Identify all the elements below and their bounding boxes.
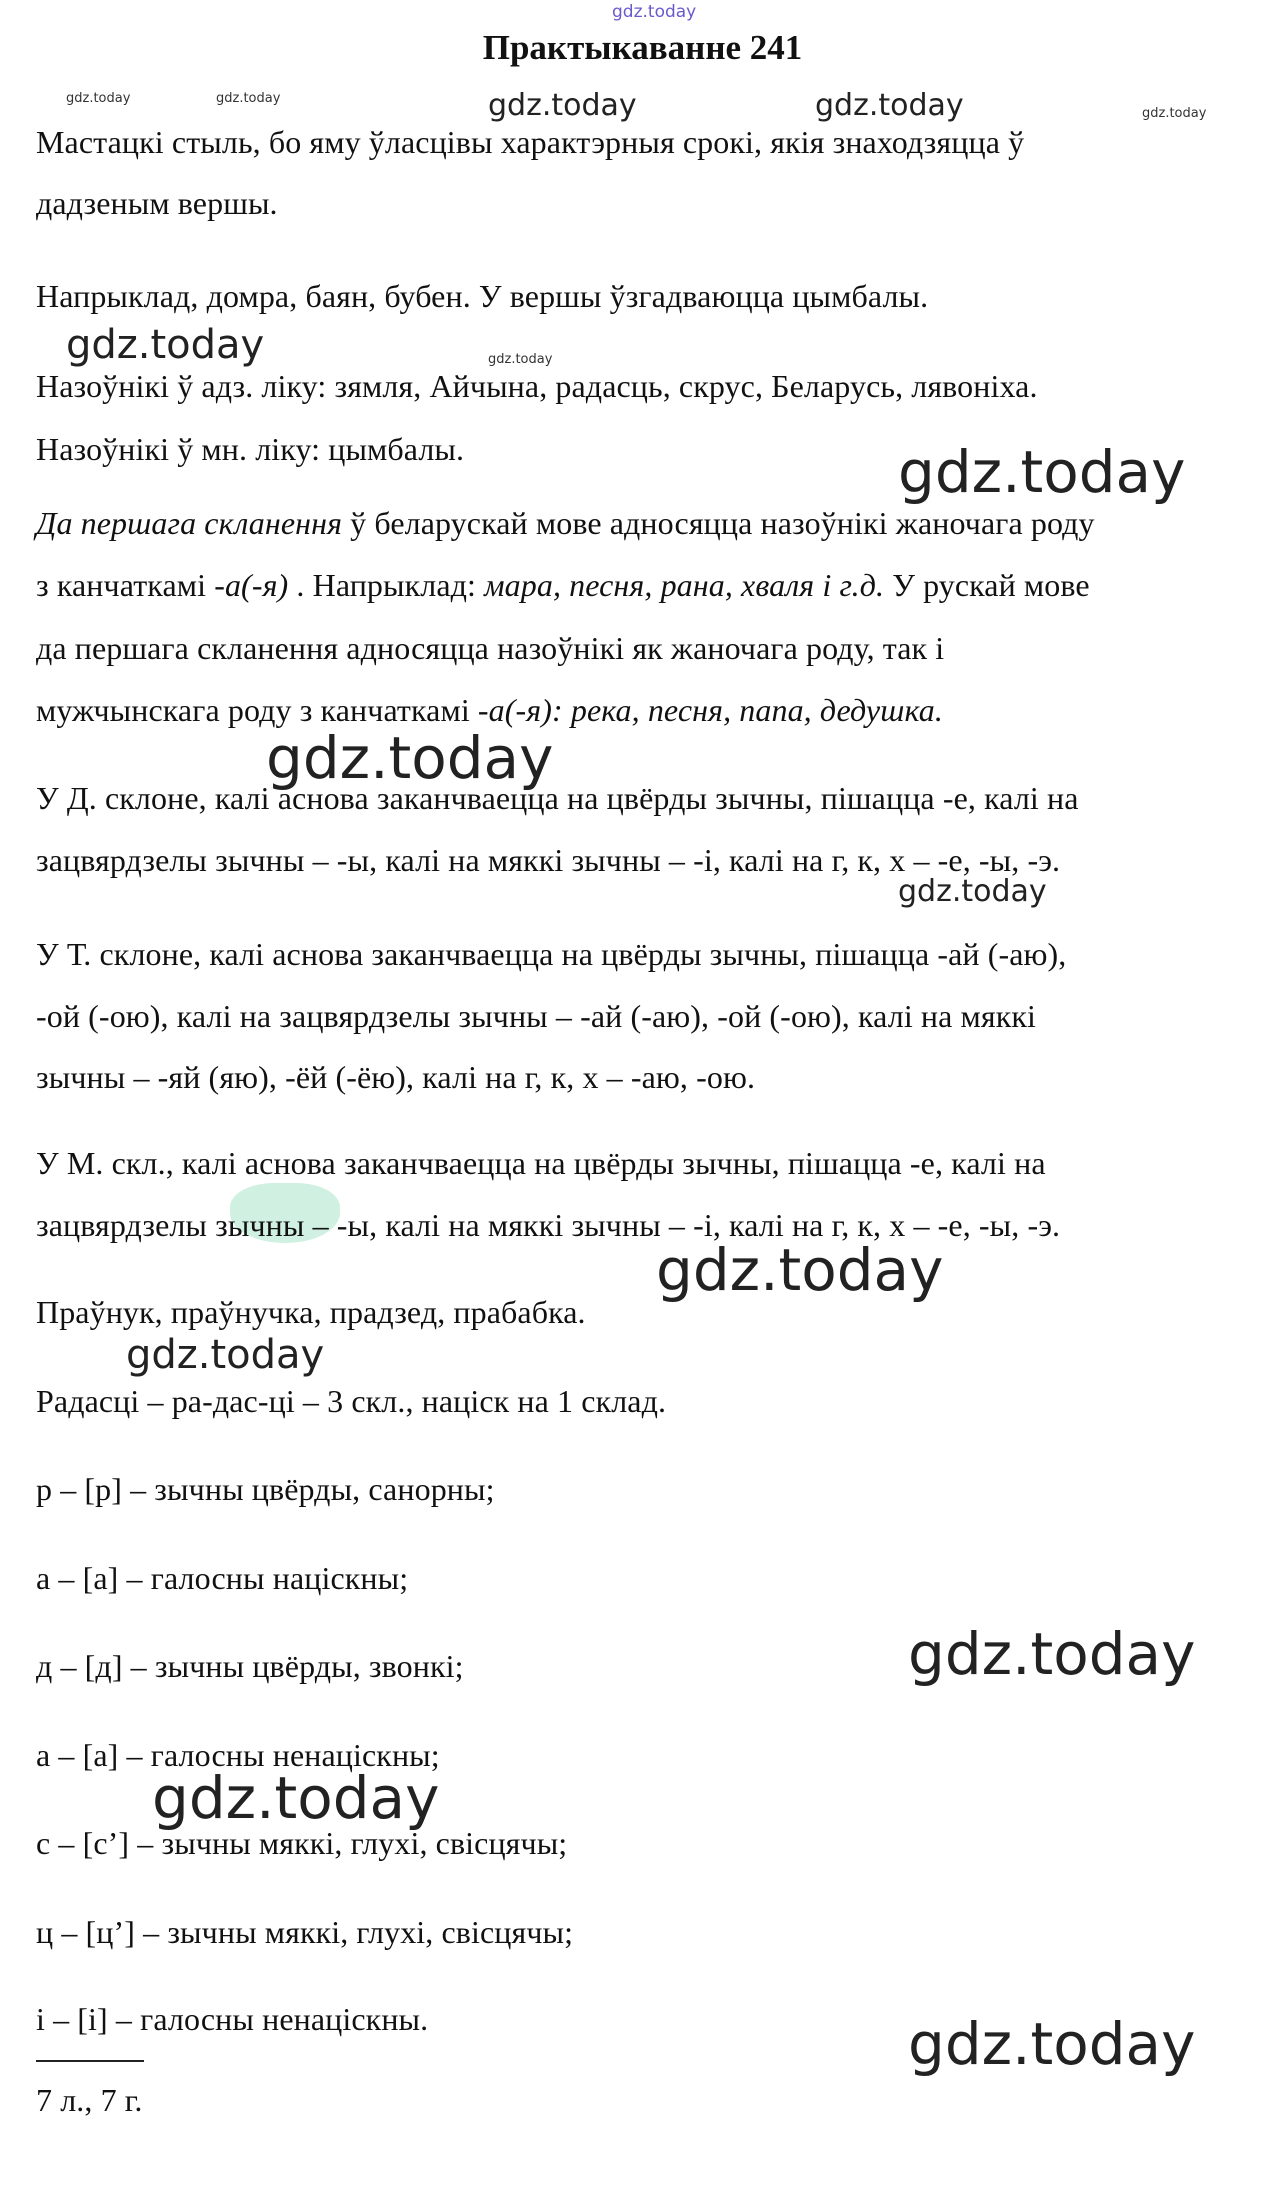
watermark: gdz.today (488, 88, 637, 123)
watermark: gdz.today (126, 1332, 325, 1378)
text-italic: -а(-я): река, песня, папа, дедушка. (477, 692, 943, 728)
watermark: gdz.today (898, 438, 1186, 506)
text-line: зычны – -яй (яю), -ёй (-ёю), калі на г, к, х – -аю, -ою. (36, 1059, 756, 1095)
text-line: а – [а] – галосны націскны; (36, 1560, 409, 1596)
text-line: Радасці – ра-дас-ці – 3 скл., націск на 1 склад. (36, 1383, 667, 1419)
text-italic: Да першага скланення (36, 505, 343, 541)
text-line: д – [д] – зычны цвёрды, звонкі; (36, 1648, 464, 1684)
text-line: У Д. склоне, калі аснова заканчваецца на цвёрды зычны, пішацца -е, калі на (36, 780, 1079, 816)
footnote: 7 л., 7 г. (36, 2082, 143, 2118)
watermark: gdz.today (908, 1620, 1196, 1688)
text-line: Напрыклад, домра, баян, бубен. У вершы ўзгадваюцца цымбалы. (36, 278, 929, 314)
text-span: з канчаткамі (36, 567, 215, 603)
watermark: gdz.today (612, 2, 697, 22)
watermark: gdz.today (66, 322, 265, 368)
text-span: У рускай мове (884, 567, 1090, 603)
text-line: ц – [ц’] – зычны мяккі, глухі, свісцячы; (36, 1914, 574, 1950)
text-italic: мара, песня, рана, хваля і г.д. (484, 567, 885, 603)
text-line: да першага скланення адносяцца назоўнікі як жаночага роду, так і (36, 630, 945, 666)
watermark: gdz.today (1142, 106, 1207, 121)
watermark: gdz.today (152, 1764, 440, 1832)
watermark: gdz.today (266, 724, 554, 792)
watermark: gdz.today (216, 91, 281, 106)
text-line: дадзеным вершы. (36, 185, 278, 221)
text-line: і – [і] – галосны ненаціскны. (36, 2001, 429, 2037)
watermark: gdz.today (488, 352, 553, 367)
watermark: gdz.today (656, 1236, 944, 1304)
text-line (36, 505, 1095, 542)
text-line: -ой (-ою), калі на зацвярдзелы зычны – -ай (-аю), -ой (-ою), калі на мяккі (36, 998, 1036, 1034)
watermark: gdz.today (898, 874, 1047, 909)
text-span: ў беларускай мове адносяцца назоўнікі жаночага роду (342, 505, 1095, 541)
text-line: зацвярдзелы зычны – -ы, калі на мяккі зычны – -і, калі на г, к, х – -е, -ы, -э. (36, 1207, 1061, 1243)
watermark: gdz.today (815, 88, 964, 123)
text-line: с – [с’] – зычны мяккі, глухі, свісцячы; (36, 1825, 568, 1861)
watermark: gdz.today (908, 2010, 1196, 2078)
text-line: Назоўнікі ў адз. ліку: зямля, Айчына, радасць, скрус, Беларусь, лявоніха. (36, 368, 1038, 404)
text-line: Мастацкі стыль, бо яму ўласцівы характэрныя срокі, якія знаходзяцца ў (36, 124, 1025, 160)
text-line: Праўнук, праўнучка, прадзед, прабабка. (36, 1294, 586, 1330)
text-line: зацвярдзелы зычны – -ы, калі на мяккі зычны – -і, калі на г, к, х – -е, -ы, -э. (36, 842, 1061, 878)
text-line: а – [а] – галосны ненаціскны; (36, 1737, 440, 1773)
text-line: У М. скл., калі аснова заканчваецца на цвёрды зычны, пішацца -е, калі на (36, 1145, 1046, 1181)
text-italic: -а(-я) (214, 567, 289, 603)
watermark: gdz.today (66, 91, 131, 106)
text-line: р – [р] – зычны цвёрды, санорны; (36, 1471, 495, 1507)
text-span: мужчынскага роду з канчаткамі (36, 692, 478, 728)
page-title: Практыкаванне 241 (482, 28, 803, 67)
footnote-divider (36, 2060, 144, 2062)
text-line: Назоўнікі ў мн. ліку: цымбалы. (36, 431, 465, 467)
text-line (36, 567, 1090, 604)
text-line: У Т. склоне, калі аснова заканчваецца на цвёрды зычны, пішацца -ай (-аю), (36, 936, 1067, 972)
text-span: . Напрыклад: (288, 567, 485, 603)
